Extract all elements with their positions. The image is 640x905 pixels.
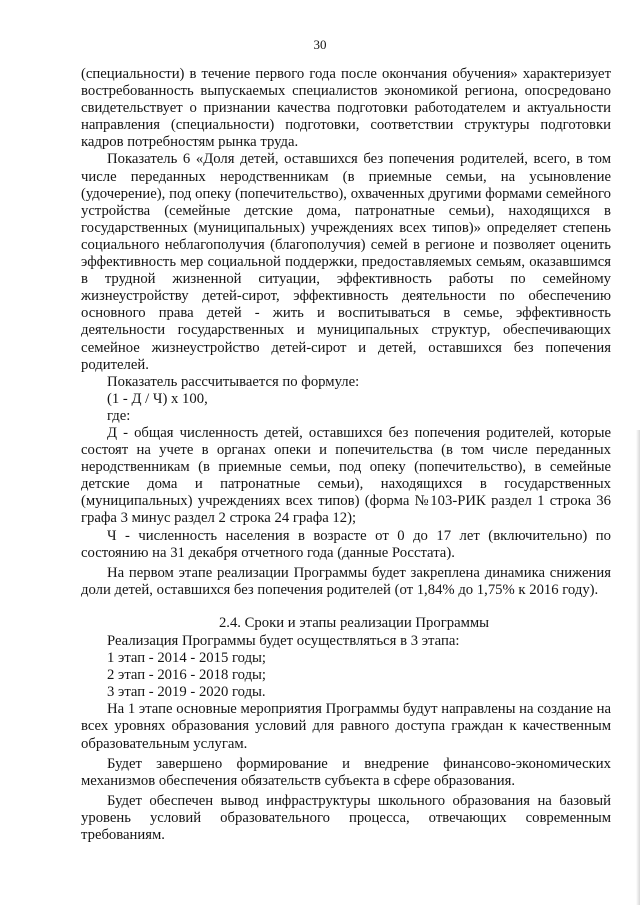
formula-where: где: xyxy=(107,407,131,424)
paragraph: Будет обеспечен вывод инфраструктуры школьного образования на базовый уровень условий образовательного процесса, отвечающих современным требованиям. xyxy=(81,792,611,844)
scan-edge-shadow xyxy=(636,430,640,905)
definition-d: Д - общая численность детей, оставшихся без попечения родителей, которые состоят на учете в органах опеки и попечительства (в том числе переданных неродственникам (в приемные семьи, под опеку (попечительство), в семейные детские дома и патронатные семьи), находящихся в государственных (муниципальных) учреждениях всех типов) (форма №103-РИК раздел 1 строка 36 графа 3 минус раздел 2 строка 24 графа 12); xyxy=(81,424,611,527)
paragraph: На 1 этапе основные мероприятия Программы будут направлены на создание на всех уровнях образования условий для равного доступа граждан к качественным образовательным услугам. xyxy=(81,701,611,752)
page-number: 30 xyxy=(313,37,327,52)
formula-intro: Показатель рассчитывается по формуле: xyxy=(107,373,360,390)
stage-item: 2 этап - 2016 - 2018 годы; xyxy=(107,667,266,684)
section-intro: Реализация Программы будет осуществляться в 3 этапа: xyxy=(107,633,460,649)
stage-item: 3 этап - 2019 - 2020 годы. xyxy=(107,684,266,701)
document-body xyxy=(81,66,611,844)
definition-ch: Ч - численность населения в возрасте от 0 до 17 лет (включительно) по состоянию на 31 декабря отчетного года (данные Росстата). xyxy=(81,527,611,561)
paragraph: Будет завершено формирование и внедрение финансово-экономических механизмов обеспечения обязательств субъекта в сфере образования. xyxy=(81,755,611,789)
formula: (1 - Д / Ч) х 100, xyxy=(107,390,208,407)
stage-item: 1 этап - 2014 - 2015 годы; xyxy=(107,650,266,667)
section-heading: 2.4. Сроки и этапы реализации Программы xyxy=(218,614,490,631)
paragraph: На первом этапе реализации Программы будет закреплена динамика снижения доли детей, оставшихся без попечения родителей (от 1,84% до 1,75% к 2016 году). xyxy=(81,564,611,598)
paragraph: (специальности) в течение первого года после окончания обучения» характеризует востребованность выпускаемых специалистов экономикой региона, опосредовано свидетельствует о признании качества подготовки работодателем и актуальности направления (специальности) подготовки, соответствии структуры подготовки кадров потребностям рынка труда. xyxy=(81,66,611,151)
paragraph-indicator-6: Показатель 6 «Доля детей, оставшихся без попечения родителей, всего, в том числе переданных неродственникам (в приемные семьи, на усыновление (удочерение), под опеку (попечительство), охваченных другими формами семейного устройства (семейные детские дома, патронатные семьи), находящихся в государственных (муниципальных) учреждениях всех типов)» определяет степень социального неблагополучия (благополучия) семей в регионе и позволяет оценить эффективность мер социальной поддержки, предоставляемых семьям, оказавшимся в трудной жизненной ситуации, эффективность работы по семейному жизнеустройству детей-сирот, эффективность деятельности по обеспечению основного права детей - жить и воспитываться в семье, эффективность деятельности государственных и муниципальных структур, обеспечивающих семейное жизнеустройство детей-сирот и детей, оставшихся без попечения родителей. xyxy=(81,151,611,373)
